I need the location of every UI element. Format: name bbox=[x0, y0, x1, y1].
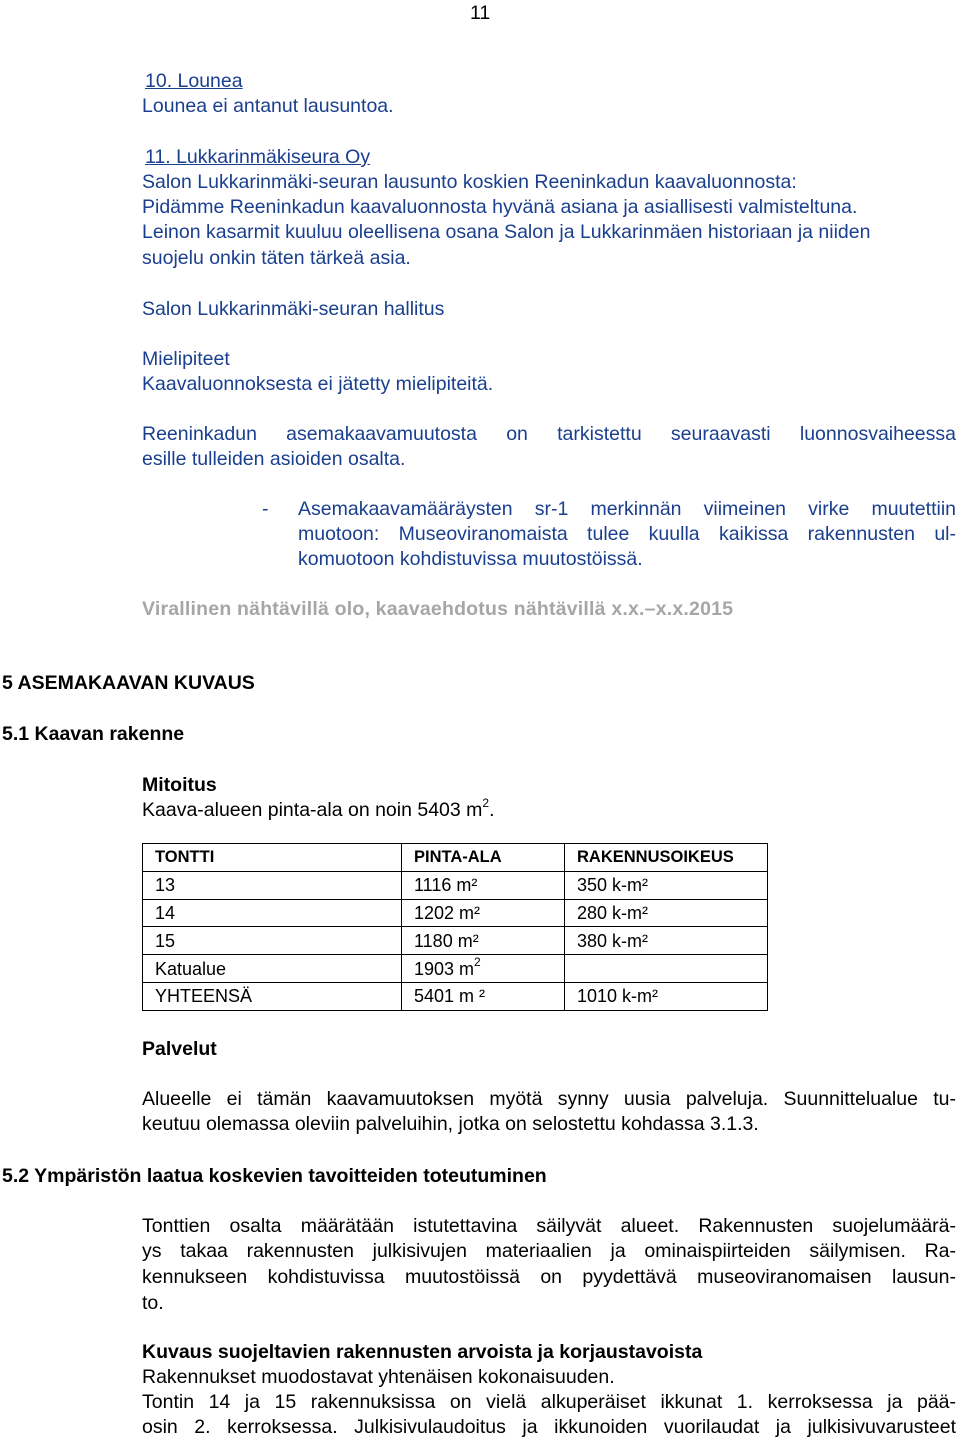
table-row bbox=[143, 927, 768, 955]
page-number: 11 bbox=[470, 2, 491, 24]
table-cell: 1202 m² bbox=[402, 899, 565, 927]
section-5-2-line-4: to. bbox=[142, 1292, 164, 1314]
bullet-line-3: komuotoon kohdistuvissa muutostöissä. bbox=[298, 548, 643, 570]
table-cell: 350 k-m² bbox=[565, 871, 768, 899]
table-cell: 15 bbox=[143, 927, 402, 955]
mitoitus-heading: Mitoitus bbox=[142, 774, 217, 796]
palvelut-heading: Palvelut bbox=[142, 1038, 217, 1060]
table-cell: 1010 k-m² bbox=[565, 982, 768, 1010]
nahtavilla-note: Virallinen nähtävillä olo, kaavaehdotus nähtävillä x.x.–x.x.2015 bbox=[142, 598, 734, 620]
table-row bbox=[143, 871, 768, 899]
statement-line-2: Pidämme Reeninkadun kaavaluonnosta hyvänä asiana ja asiallisesti valmisteltuna. bbox=[142, 196, 858, 218]
table-cell: 1180 m² bbox=[402, 927, 565, 955]
header-pinta-ala: PINTA-ALA bbox=[402, 844, 565, 872]
mielipiteet-heading: Mielipiteet bbox=[142, 348, 230, 370]
table-cell: 1903 $m^2$ bbox=[402, 955, 565, 983]
table-header-row bbox=[143, 844, 768, 872]
revision-intro-line-1: Reeninkadun asemakaavamuutosta on tarkistettu seuraavasti luonnosvaiheessa bbox=[142, 423, 956, 445]
palvelut-line-1: Alueelle ei tämän kaavamuutoksen myötä synny uusia palveluja. Suunnittelualue tu- bbox=[142, 1088, 956, 1110]
statement-line-3: Leinon kasarmit kuuluu oleellisena osana Salon ja Lukkarinmäen historiaan ja niiden bbox=[142, 221, 871, 243]
table-cell: Katualue bbox=[143, 955, 402, 983]
kuvaus-line-1: Rakennukset muodostavat yhtenäisen kokonaisuuden. bbox=[142, 1366, 615, 1388]
revision-intro-line-2: esille tulleiden asioiden osalta. bbox=[142, 448, 406, 470]
kuvaus-line-2: Tontin 14 ja 15 rakennuksissa on vielä alkuperäiset ikkunat 1. kerroksessa ja pää- bbox=[142, 1391, 956, 1413]
lounea-text: Lounea ei antanut lausuntoa. bbox=[142, 95, 394, 117]
table-cell: 5401 m ² bbox=[402, 982, 565, 1010]
kuvaus-heading: Kuvaus suojeltavien rakennusten arvoista ja korjaustavoista bbox=[142, 1341, 703, 1363]
mielipiteet-text: Kaavaluonnoksesta ei jätetty mielipiteitä. bbox=[142, 373, 494, 395]
statement-line-1: Salon Lukkarinmäki-seuran lausunto koskien Reeninkadun kaavaluonnosta: bbox=[142, 171, 797, 193]
statement-signature: Salon Lukkarinmäki-seuran hallitus bbox=[142, 298, 445, 320]
table-row bbox=[143, 899, 768, 927]
table-cell: 380 k-m² bbox=[565, 927, 768, 955]
section-5-2-line-2: ys takaa rakennusten julkisivujen materiaalien ja ominaispiirteiden säilymisen. Ra- bbox=[142, 1240, 956, 1262]
table-cell: 13 bbox=[143, 871, 402, 899]
heading-lukkarinmakiseura[interactable]: 11. Lukkarinmäkiseura Oy bbox=[145, 146, 371, 168]
section-5-1-heading: 5.1 Kaavan rakenne bbox=[2, 723, 185, 745]
table-row bbox=[143, 955, 768, 983]
bullet-line-1: Asemakaavamääräysten sr-1 merkinnän viimeinen virke muutettiin bbox=[298, 498, 956, 520]
header-rakennusoikeus: RAKENNUSOIKEUS bbox=[565, 844, 768, 872]
bullet-line-2: muotoon: Museoviranomaista tulee kuulla kaikissa rakennusten ul- bbox=[298, 523, 956, 545]
header-tontti: TONTTI bbox=[143, 844, 402, 872]
heading-lounea[interactable]: 10. Lounea bbox=[145, 70, 243, 92]
section-5-2-heading: 5.2 Ympäristön laatua koskevien tavoitteiden toteutuminen bbox=[2, 1165, 547, 1187]
palvelut-line-2: keutuu olemassa oleviin palveluihin, jotka on selostettu kohdassa 3.1.3. bbox=[142, 1113, 759, 1135]
statement-line-4: suojelu onkin täten tärkeä asia. bbox=[142, 247, 411, 269]
section-5-2-line-3: kennukseen kohdistuvissa muutostöissä on pyydettävä museoviranomaisen lausun- bbox=[142, 1266, 956, 1288]
mitoitus-text: Kaava-alueen pinta-ala on noin 5403 $m^2$. bbox=[142, 795, 495, 821]
kuvaus-line-3: osin 2. kerroksessa. Julkisivulaudoitus ja ikkunoiden vuorilaudat ja julkisivuvarusteet bbox=[142, 1416, 956, 1438]
table-cell: 1116 m² bbox=[402, 871, 565, 899]
table-cell: 14 bbox=[143, 899, 402, 927]
section-5-heading: 5 ASEMAKAAVAN KUVAUS bbox=[2, 672, 255, 694]
section-5-2-line-1: Tonttien osalta määrätään istutettavina säilyvät alueet. Rakennusten suojelumäärä- bbox=[142, 1215, 956, 1237]
area-table bbox=[142, 843, 768, 1011]
table-row bbox=[143, 982, 768, 1010]
table-cell: YHTEENSÄ bbox=[143, 982, 402, 1010]
bullet-dash: - bbox=[262, 498, 269, 520]
table-cell bbox=[565, 955, 768, 983]
table-cell: 280 k-m² bbox=[565, 899, 768, 927]
